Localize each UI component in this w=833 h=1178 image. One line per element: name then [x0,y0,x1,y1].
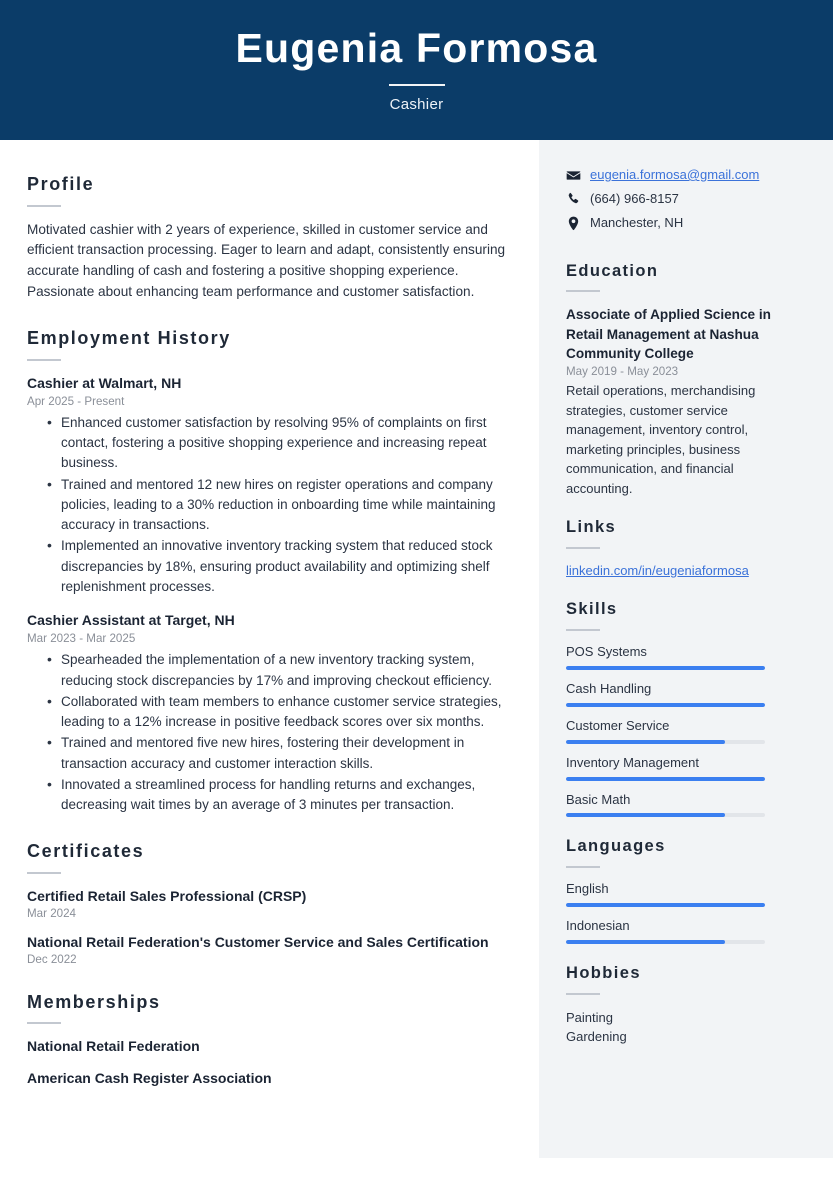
candidate-name: Eugenia Formosa [235,25,598,72]
skill-label: Cash Handling [566,680,652,696]
job-entry [27,374,509,597]
envelope-icon [566,168,581,183]
job-bullet: • Collaborated with team members to enhance customer service strategies, leading to a 12% increase in positive feedback scores over six months. [47,692,509,733]
hobby-item: Painting [566,1009,613,1025]
section-profile [27,174,509,302]
level-bar-fill [566,813,725,817]
heading-rule [27,872,61,874]
section-education [566,262,803,499]
languages-heading: Languages [566,837,666,856]
contact-phone-row [566,191,803,208]
certificates-heading: Certificates [27,841,145,862]
profile-heading: Profile [27,174,95,194]
main-column [0,140,539,1178]
education-list [566,305,803,498]
job-bullet: • Trained and mentored five new hires, fostering their development in transaction accuracy and customer interaction skills. [47,733,509,774]
section-skills [566,600,803,817]
section-memberships [27,992,509,1088]
education-entry [566,305,803,498]
certificate-date: Mar 2024 [27,906,76,920]
heading-rule [566,629,600,631]
job-bullets [27,650,509,815]
contact-location-row [566,215,803,232]
job-bullet: • Enhanced customer satisfaction by resolving 95% of complaints on first contact, fostering a positive shopping experience and increasing repeat business. [47,413,509,474]
certificate-date: Dec 2022 [27,952,77,966]
contact-location-value: Manchester, NH [590,214,684,230]
skill-item [566,792,803,818]
skill-item [566,681,803,707]
job-bullets [27,413,509,597]
level-bar-fill [566,703,765,707]
section-certificates [27,841,509,965]
job-bullet: • Implemented an innovative inventory tracking system that reduced stock discrepancies by 18%, ensuring product availability and optimizing shelf replenishment processes. [47,536,509,597]
job-title: Cashier Assistant at Target, NH [27,612,235,629]
contact-email-row[interactable] [566,167,803,184]
heading-rule [566,993,600,995]
profile-text: Motivated cashier with 2 years of experience, skilled in customer service and efficient transaction processing. Eager to learn and adapt, consistently ensuring accurate handling of cash and fostering a positive shopping experience. Passionate about enhancing team performance and customer satisfaction. [27,221,506,299]
job-title: Cashier at Walmart, NH [27,374,182,391]
job-entry [27,611,509,815]
job-dates: Mar 2023 - Mar 2025 [27,632,136,646]
section-links [566,518,803,580]
hobbies-heading: Hobbies [566,963,641,982]
language-list [566,881,803,944]
contact-block [566,167,803,232]
heading-rule [27,359,61,361]
heading-rule [566,547,600,549]
job-list [27,374,509,815]
section-employment-history [27,328,509,815]
certificate-title: Certified Retail Sales Professional (CRSP) [27,887,307,904]
language-label: Indonesian [566,918,630,934]
hobby-list [566,1008,803,1047]
link-list [566,562,803,580]
level-bar-fill [566,740,725,744]
level-bar-fill [566,666,765,670]
membership-list [27,1037,509,1088]
certificate-entry [27,887,509,920]
skill-item [566,644,803,670]
section-hobbies [566,964,803,1047]
links-heading: Links [566,518,617,537]
certificate-list [27,887,509,966]
education-description: Retail operations, merchandising strategies, customer service management, inventory control, marketing principles, business communication, and financial accounting. [566,383,756,496]
phone-icon [566,192,581,207]
level-bar-track [566,940,765,944]
job-bullet: • Spearheaded the implementation of a new inventory tracking system, reducing stock discrepancies by 17% and improving checkout efficiency. [47,650,509,691]
skill-item [566,718,803,744]
skill-item [566,755,803,781]
level-bar-track [566,740,765,744]
language-item [566,918,803,944]
heading-rule [27,205,61,207]
map-pin-icon [566,216,581,231]
job-bullet: • Trained and mentored 12 new hires on register operations and company policies, leading to a 30% reduction in onboarding time while maintaining accuracy in transactions. [47,475,509,536]
employment-heading: Employment History [27,328,231,349]
contact-email-link[interactable]: eugenia.formosa@gmail.com [590,167,760,182]
skill-label: Customer Service [566,717,670,733]
education-title: Associate of Applied Science in Retail Management at Nashua Community College [566,307,771,362]
skill-label: Basic Math [566,791,631,807]
heading-rule [566,866,600,868]
level-bar-track [566,813,765,817]
header-divider [389,84,445,86]
level-bar-track [566,777,765,781]
language-label: English [566,881,609,897]
contact-phone-value: (664) 966-8157 [590,190,679,206]
certificate-entry [27,933,509,966]
education-dates: May 2019 - May 2023 [566,365,679,379]
membership-item: American Cash Register Association [27,1070,272,1087]
certificate-title: National Retail Federation's Customer Service and Sales Certification [27,933,489,950]
resume-body [0,140,833,1178]
language-item [566,881,803,907]
job-dates: Apr 2025 - Present [27,394,125,408]
heading-rule [566,290,600,292]
level-bar-track [566,666,765,670]
membership-item: National Retail Federation [27,1038,200,1055]
memberships-heading: Memberships [27,991,161,1012]
profile-link[interactable]: linkedin.com/in/eugeniaformosa [566,563,749,579]
level-bar-fill [566,903,765,907]
skill-label: POS Systems [566,643,647,659]
candidate-job-title: Cashier [389,95,444,113]
level-bar-fill [566,777,765,781]
heading-rule [27,1022,61,1024]
skill-label: Inventory Management [566,754,699,770]
level-bar-track [566,703,765,707]
sidebar-column [539,140,833,1158]
level-bar-track [566,903,765,907]
skill-list [566,644,803,817]
section-languages [566,837,803,944]
skills-heading: Skills [566,600,618,619]
resume-header [0,0,833,140]
hobby-item: Gardening [566,1029,627,1045]
level-bar-fill [566,940,725,944]
job-bullet: • Innovated a streamlined process for handling returns and exchanges, decreasing wait times by an average of 3 minutes per transaction. [47,775,509,816]
education-heading: Education [566,261,659,280]
